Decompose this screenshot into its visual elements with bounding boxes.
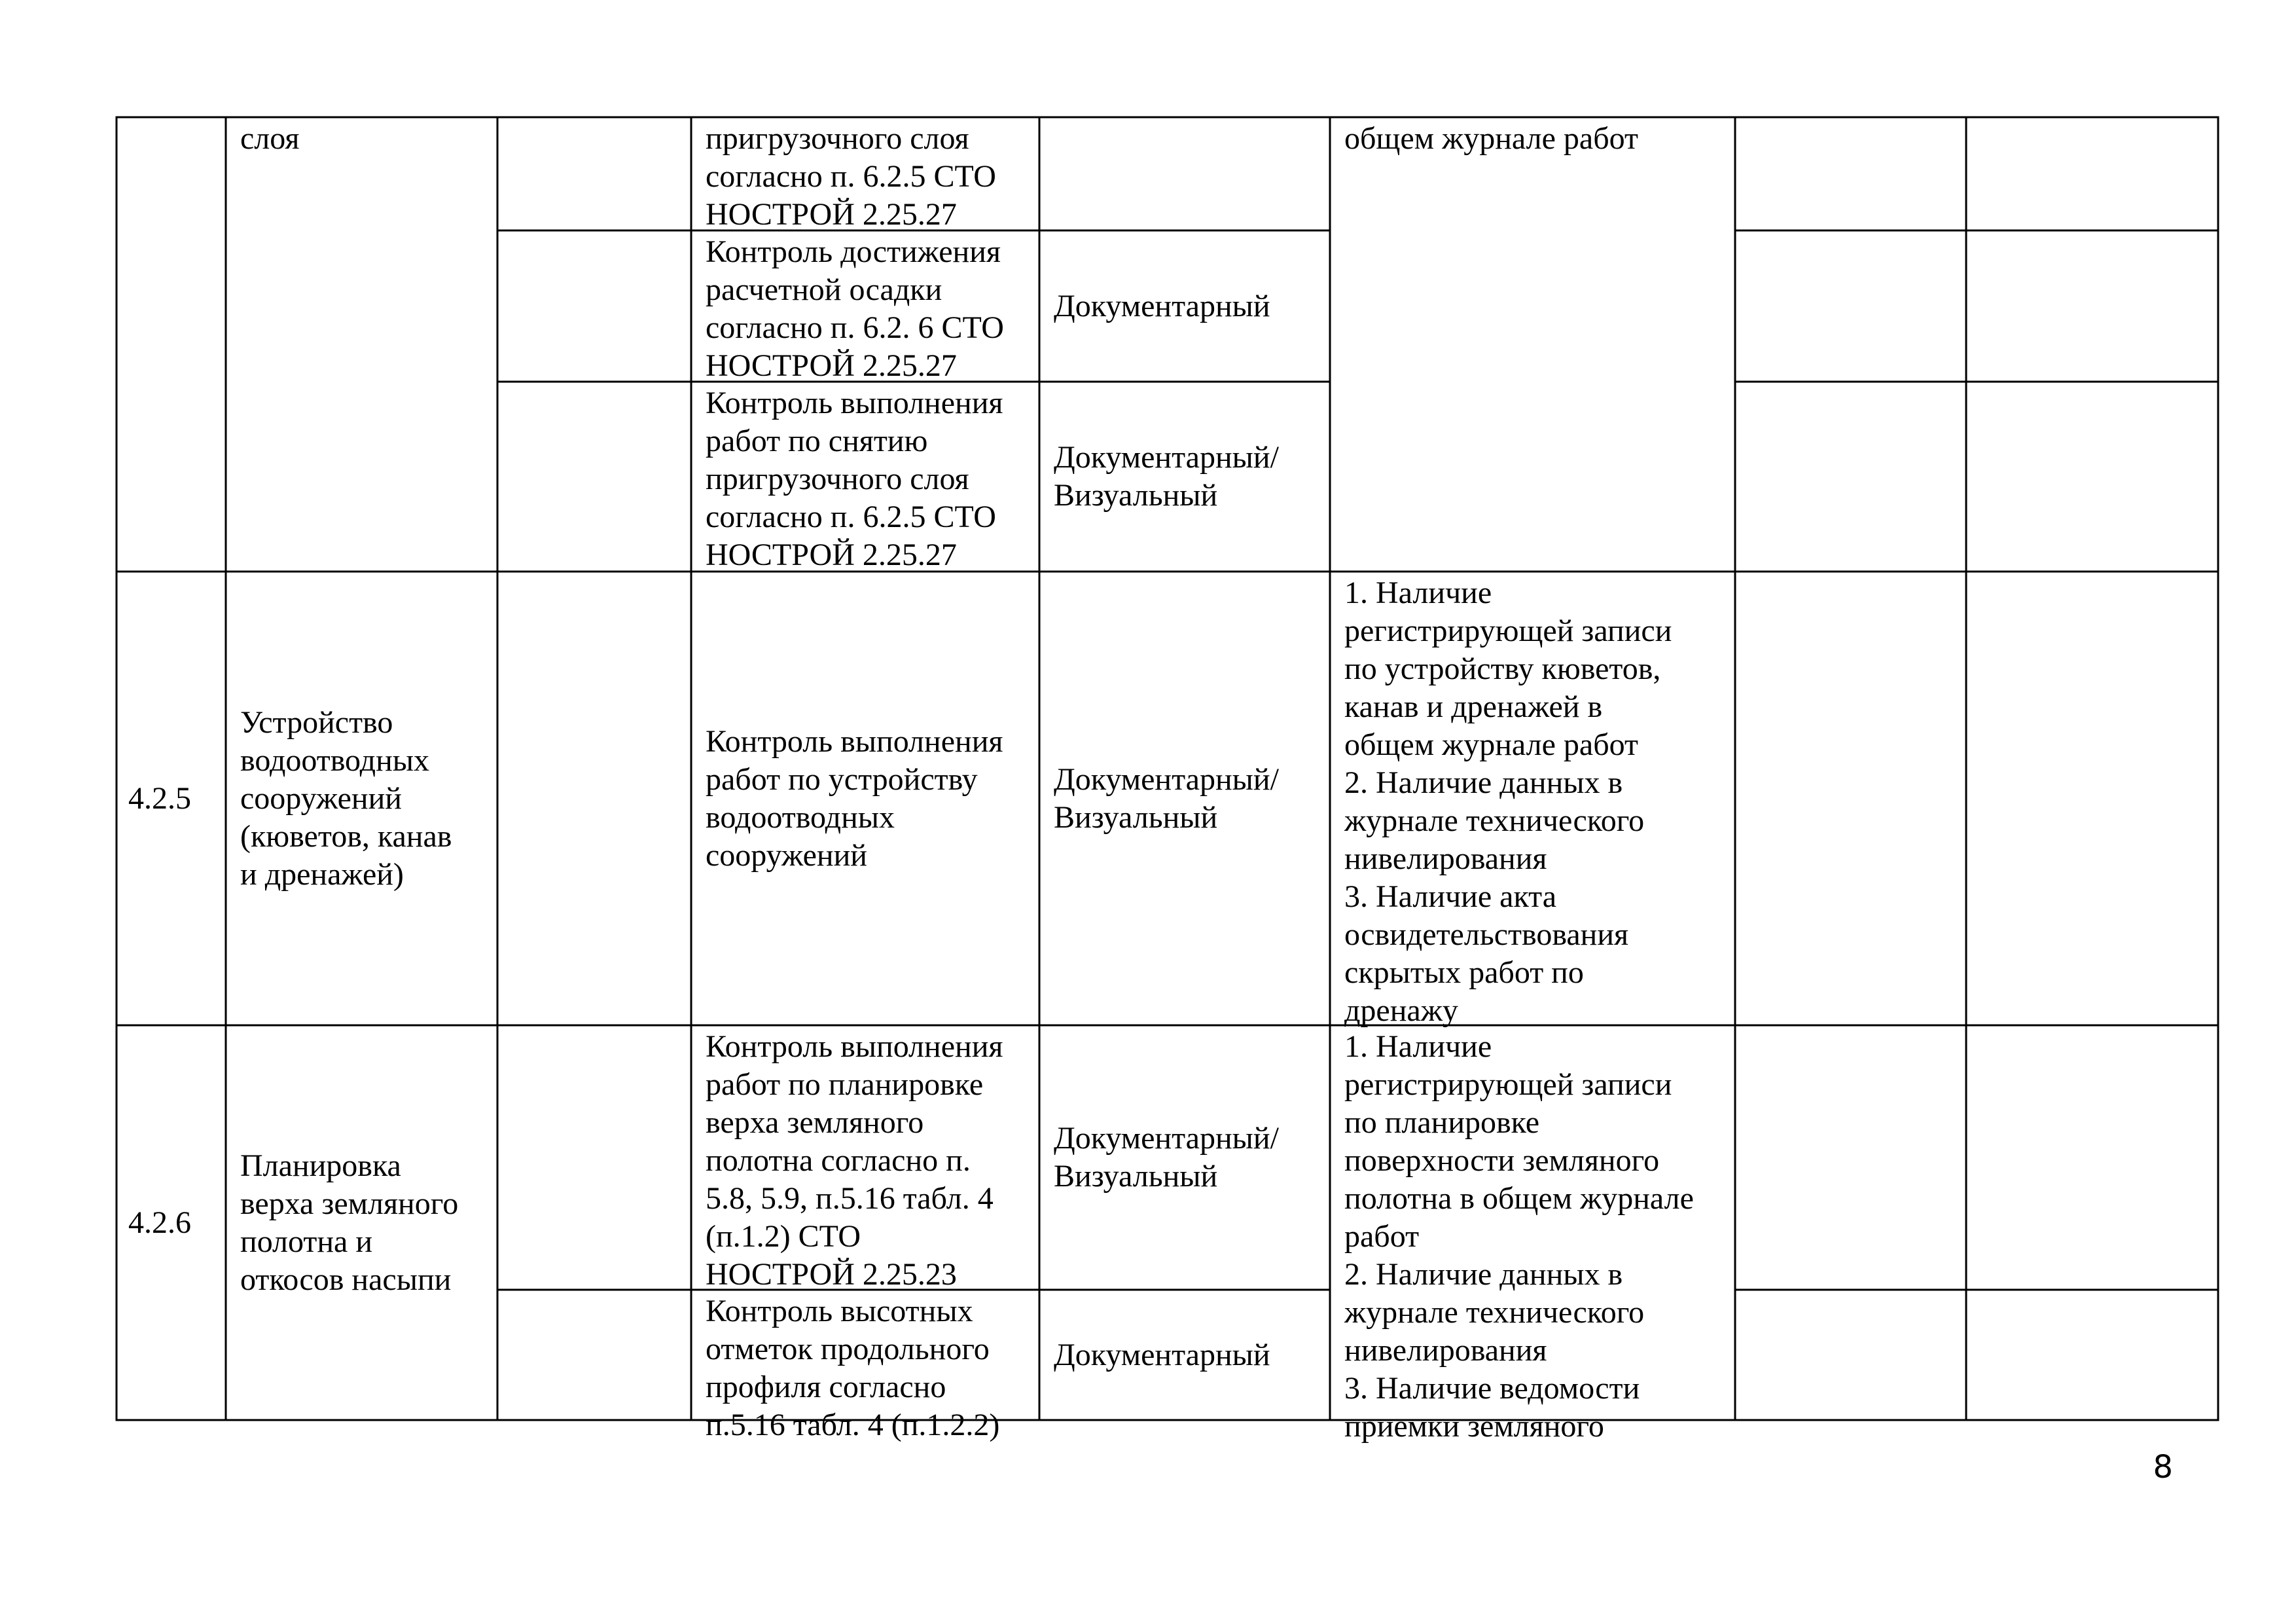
cell-docs: 1. Наличие регистрирующей записи по устройству кюветов, канав и дренажей в общем журнале работ 2. Наличие данных в журнале технического нивелирования 3. Наличие акта освидетельствования скрытых работ по дренажу	[1344, 575, 1672, 1028]
cell-name-continuation: слоя	[240, 121, 300, 156]
cell-control-method	[1039, 230, 1330, 382]
cell-control-method	[1039, 1290, 1330, 1420]
cell-control-content: Контроль выполнения работ по снятию пригрузочного слоя согласно п. 6.2.5 СТО НОСТРОЙ 2.25.27	[706, 386, 1003, 572]
cell-control-method	[1039, 572, 1330, 1025]
cell-docs: 1. Наличие регистрирующей записи по планировке поверхности земляного полотна в общем журнале работ 2. Наличие данных в журнале технического нивелирования 3. Наличие ведомости приемки земляного	[1344, 1029, 1694, 1444]
method-text: Документарный	[1054, 288, 1270, 323]
cell-item-number	[117, 1025, 226, 1420]
method-text: Документарный/ Визуальный	[1054, 761, 1279, 835]
cell-docs: общем журнале работ	[1344, 121, 1638, 156]
cell-control-content: пригрузочного слоя согласно п. 6.2.5 СТО НОСТРОЙ 2.25.27	[706, 121, 996, 232]
method-text: Документарный/ Визуальный	[1054, 1121, 1279, 1194]
cell-control-method	[1039, 382, 1330, 572]
item-number-text: 4.2.6	[128, 1205, 191, 1240]
method-text: Документарный	[1054, 1337, 1270, 1372]
cell-control-content	[691, 572, 1039, 1025]
work-name-text: Устройство водоотводных сооружений (кюветов, канав и дренажей)	[240, 704, 452, 892]
page-number: 8	[2153, 1449, 2173, 1486]
cell-item-number	[117, 572, 226, 1025]
cell-control-content: Контроль выполнения работ по планировке верха земляного полотна согласно п. 5.8, 5.9, п.5.16 табл. 4 (п.1.2) СТО НОСТРОЙ 2.25.23	[706, 1029, 1003, 1292]
cell-control-content: Контроль достижения расчетной осадки согласно п. 6.2. 6 СТО НОСТРОЙ 2.25.27	[706, 234, 1004, 383]
control-content-text: Контроль выполнения работ по устройству водоотводных сооружений	[706, 723, 1003, 873]
cell-work-name	[226, 572, 497, 1025]
method-text: Документарный/ Визуальный	[1054, 440, 1279, 513]
item-number-text: 4.2.5	[128, 780, 191, 816]
cell-control-method	[1039, 1025, 1330, 1290]
cell-work-name	[226, 1025, 497, 1420]
cell-control-content: Контроль высотных отметок продольного профиля согласно п.5.16 табл. 4 (п.1.2.2)	[706, 1294, 1000, 1442]
work-name-text: Планировка верха земляного полотна и откосов насыпи	[240, 1148, 459, 1297]
